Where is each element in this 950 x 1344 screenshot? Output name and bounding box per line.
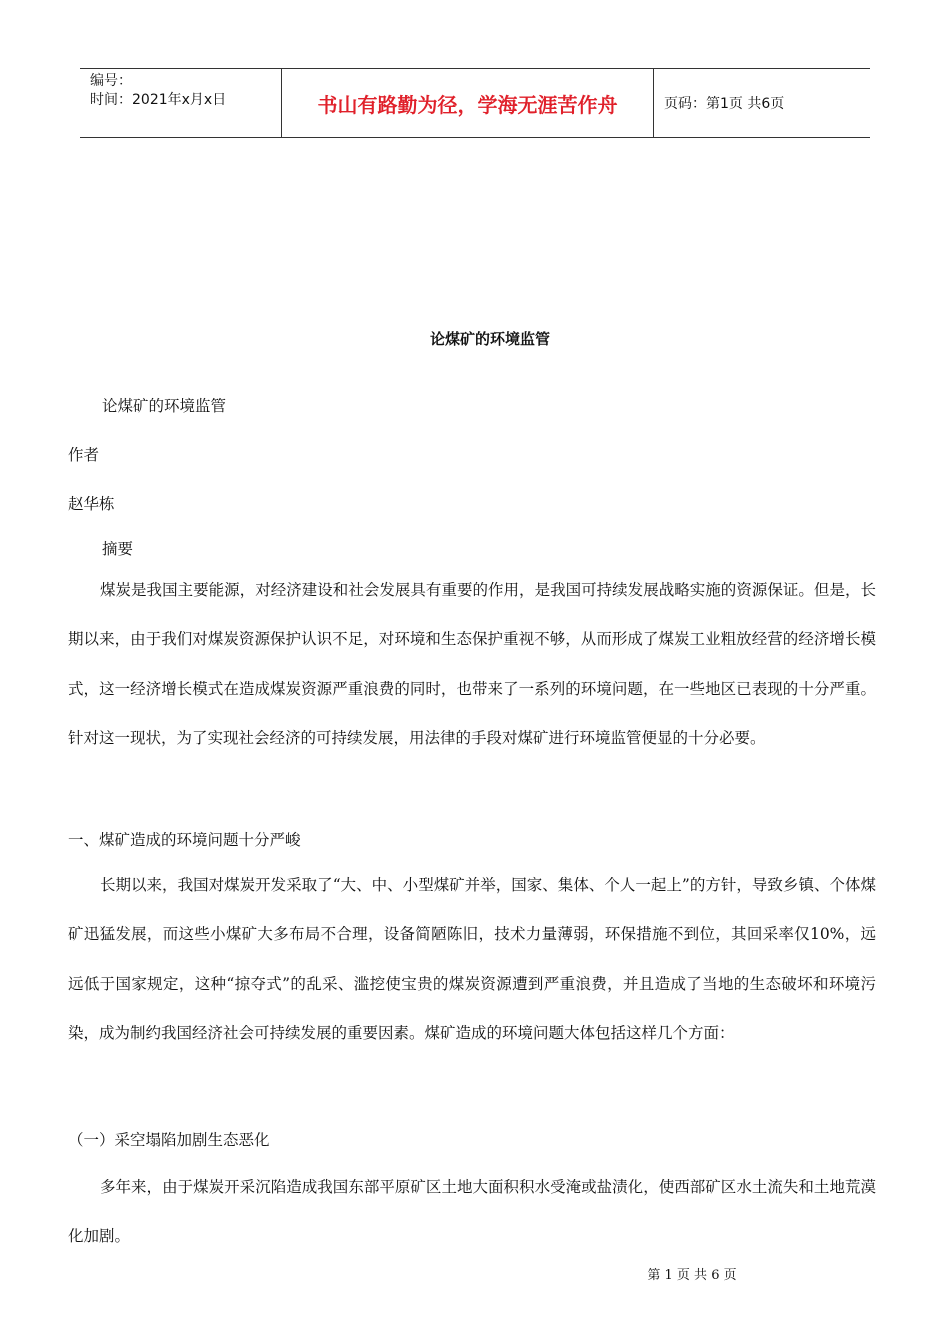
header-table [80, 68, 870, 138]
header-page-info: 页码：第1页 共6页 [664, 96, 785, 112]
abstract-label: 摘要 [102, 540, 134, 558]
header-meta-cell [80, 69, 282, 137]
body-paragraph-2: 多年来，由于煤炭开采沉陷造成我国东部平原矿区土地大面积积水受淹或盐渍化，使西部矿区水土流失和土地荒漠化加剧。 [68, 1178, 876, 1246]
document-subtitle: 论煤矿的环境监管 [102, 397, 227, 415]
section-heading-1: 一、煤矿造成的环境问题十分严峻 [68, 831, 301, 849]
author-label: 作者 [68, 446, 100, 464]
subsection-heading-1: （一）采空塌陷加剧生态恶化 [68, 1131, 270, 1149]
author-name: 赵华栋 [68, 495, 115, 513]
document-number-label: 编号： [90, 73, 132, 89]
abstract-paragraph: 煤炭是我国主要能源，对经济建设和社会发展具有重要的作用，是我国可持续发展战略实施的资源保证。但是，长期以来，由于我们对煤炭资源保护认识不足，对环境和生态保护重视不够，从而形成了煤炭工业粗放经营的经济增长模式，这一经济增长模式在造成煤炭资源严重浪费的同时，也带来了一系列的环境问题，在一些地区已表现的十分严重。针对这一现状，为了实现社会经济的可持续发展，用法律的手段对煤矿进行环境监管便显的十分必要。 [68, 581, 876, 747]
page-footer: 第 1 页 共 6 页 [647, 1268, 737, 1283]
body-paragraph-1: 长期以来，我国对煤炭开发采取了“大、中、小型煤矿并举，国家、集体、个人一起上”的方针，导致乡镇、个体煤矿迅猛发展，而这些小煤矿大多布局不合理，设备简陋陈旧，技术力量薄弱，环保措施不到位，其回采率仅10%，远远低于国家规定，这种“掠夺式”的乱采、滥挖使宝贵的煤炭资源遭到严重浪费，并且造成了当地的生态破坏和环境污染，成为制约我国经济社会可持续发展的重要因素。煤矿造成的环境问题大体包括这样几个方面： [68, 876, 876, 1042]
document-title: 论煤矿的环境监管 [429, 330, 550, 348]
header-motto: 书山有路勤为径，学海无涯苦作舟 [282, 69, 654, 137]
document-date-label: 时间：2021年x月x日 [90, 92, 227, 108]
